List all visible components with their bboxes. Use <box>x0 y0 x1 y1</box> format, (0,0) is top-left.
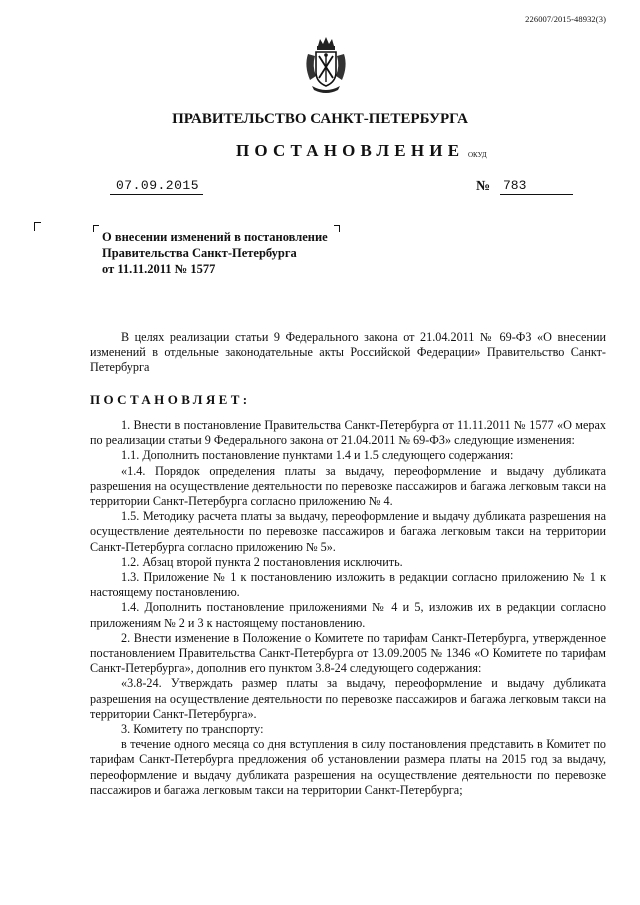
body-paragraph: в течение одного месяца со дня вступления в силу постановления представить в Комитет по тарифам Санкт-Петербурга предложения об установлении размера платы на 2015 год за выдачу, переоформление и выдачу дубликата разрешения на осуществление деятельности по перевозке пассажиров и багажа легковым такси на территории Санкт-Петербурга; <box>90 737 606 797</box>
government-title: ПРАВИТЕЛЬСТВО САНКТ-ПЕТЕРБУРГА <box>172 111 468 127</box>
subject-line: О внесении изменений в постановление <box>102 230 328 244</box>
decree-body <box>90 418 606 798</box>
decree-subject <box>102 229 328 277</box>
body-paragraph: 1.3. Приложение № 1 к постановлению изложить в редакции согласно приложению № 1 к настоящему постановлению. <box>90 570 606 600</box>
resolves-heading: ПОСТАНОВЛЯЕТ: <box>90 392 251 407</box>
okud-label: ОКУД <box>468 151 487 159</box>
subject-line: от 11.11.2011 № 1577 <box>102 262 216 276</box>
margin-corner-mark <box>34 222 41 231</box>
body-paragraph: «1.4. Порядок определения платы за выдачу, переоформление и выдачу дубликата разрешения на осуществление деятельности по перевозке пассажиров и багажа легковым такси на территории Санкт-Петербурга согласно приложению № 4. <box>90 463 606 509</box>
body-paragraph: 1.4. Дополнить постановление приложениями № 4 и 5, изложив их в редакции согласно приложениям № 2 и 3 к настоящему постановлению. <box>90 600 606 630</box>
subject-line: Правительства Санкт-Петербурга <box>102 246 297 260</box>
body-paragraph: 1.1. Дополнить постановление пунктами 1.4 и 1.5 следующего содержания: <box>121 448 514 463</box>
number-underline <box>500 194 573 195</box>
body-paragraph: «3.8-24. Утверждать размер платы за выдачу, переоформление и выдачу дубликата разрешения на осуществление деятельности по перевозке пассажиров и багажа легковым такси на территории Санкт-Петербурга». <box>90 676 606 721</box>
body-paragraph: 1.5. Методику расчета платы за выдачу, переоформление и выдачу дубликата разрешения на осуществление деятельности по перевозке пассажиров и багажа легковым такси на территории Санкт-Петербурга согласно приложению № 5». <box>90 509 606 554</box>
decree-heading: ПОСТАНОВЛЕНИЕ <box>236 141 465 160</box>
subject-corner-left <box>93 225 99 232</box>
preamble-block <box>90 330 606 376</box>
number-sign: № <box>476 179 491 194</box>
decree-date: 07.09.2015 <box>116 178 200 193</box>
preamble-paragraph: В целях реализации статьи 9 Федерального закона от 21.04.2011 № 69-ФЗ «О внесении изменений в отдельные законодательные акты Российской Федерации» Правительство Санкт-Петербурга <box>90 330 606 375</box>
body-paragraph: 2. Внести изменение в Положение о Комитете по тарифам Санкт-Петербурга, утвержденное постановлением Правительства Санкт-Петербурга от 13.09.2005 № 1346 «О Комитете по тарифам Санкт-Петербурга», дополнив его пунктом 3.8-24 следующего содержания: <box>90 630 606 676</box>
subject-corner-right <box>334 225 340 232</box>
body-paragraph: 1. Внести в постановление Правительства Санкт-Петербурга от 11.11.2011 № 1577 «О мерах по реализации статьи 9 Федерального закона от 21.04.2011 № 69-ФЗ» следующие изменения: <box>90 418 606 448</box>
coat-of-arms-emblem <box>302 36 350 96</box>
document-code: 226007/2015-48932(3) <box>525 14 606 24</box>
decree-number: 783 <box>503 178 527 193</box>
body-paragraph: 1.2. Абзац второй пункта 2 постановления исключить. <box>121 554 403 569</box>
body-paragraph: 3. Комитету по транспорту: <box>121 722 264 737</box>
date-underline <box>110 194 203 195</box>
